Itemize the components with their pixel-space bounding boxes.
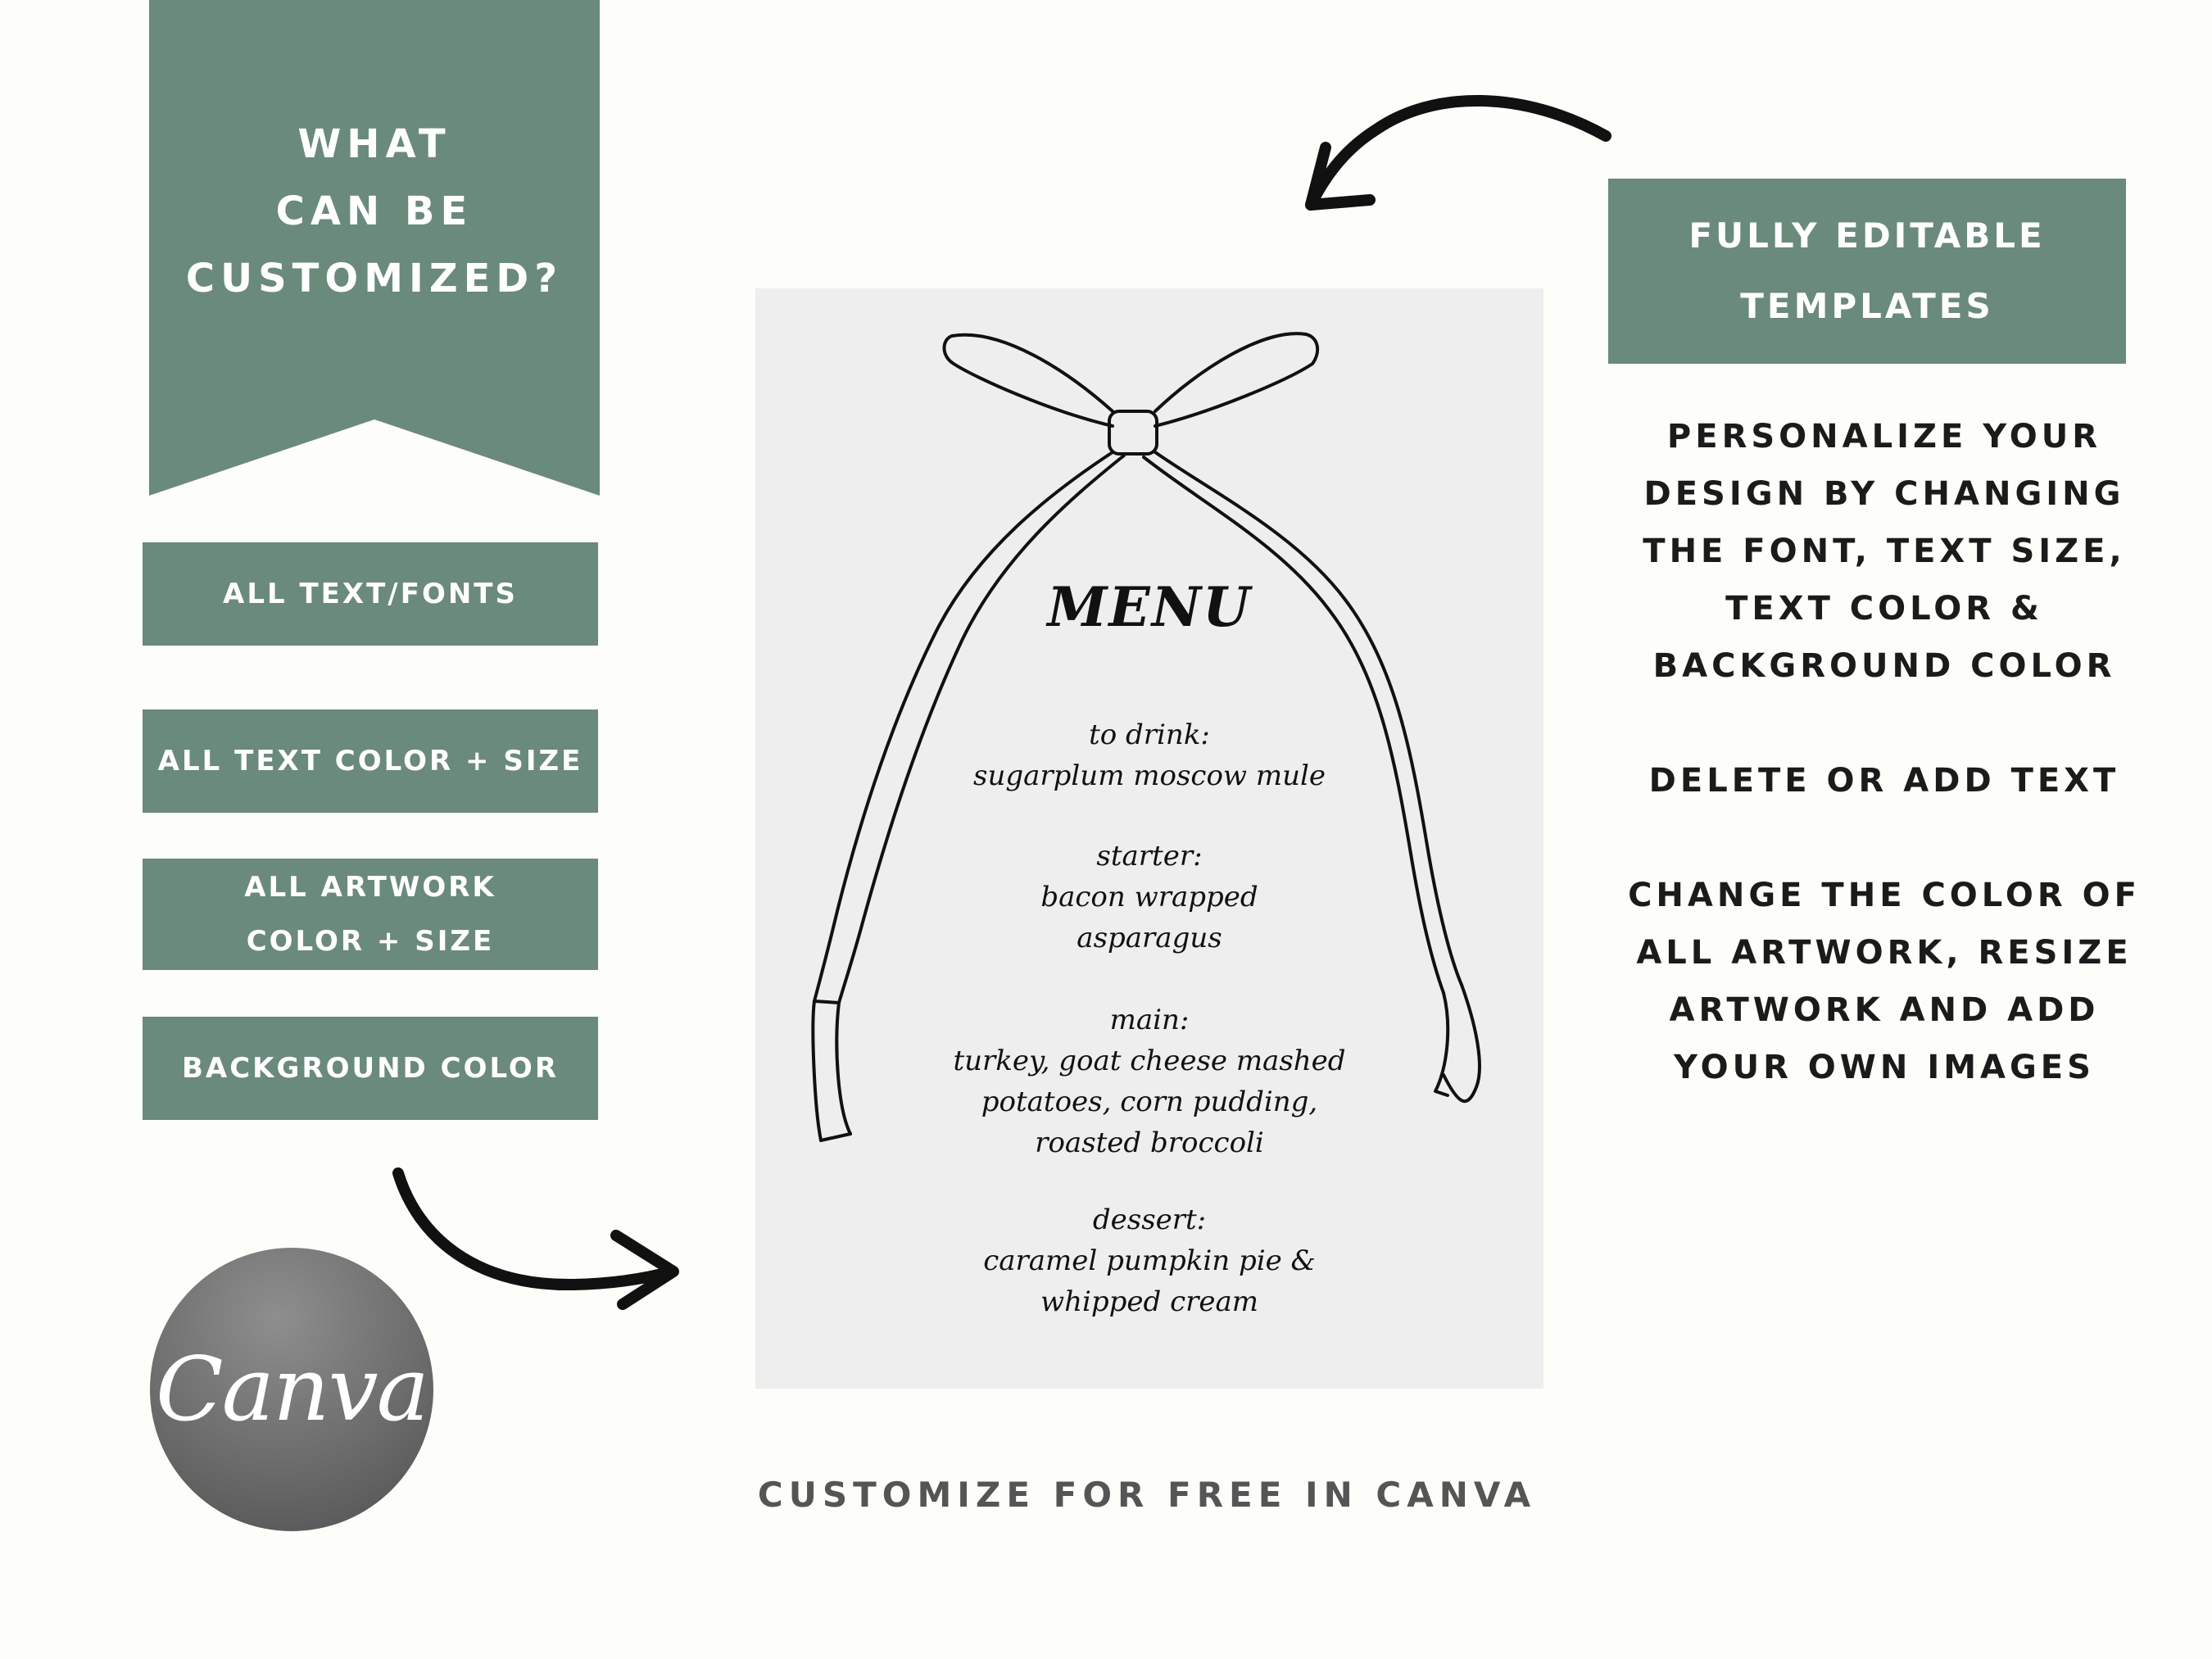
- editable-line: FULLY EDITABLE: [1688, 215, 2046, 256]
- description-line: THE FONT, TEXT SIZE,: [1643, 533, 2126, 570]
- main-line: potatoes, corn pudding,: [981, 1086, 1318, 1118]
- footer-caption: CUSTOMIZE FOR FREE IN CANVA: [757, 1475, 1537, 1515]
- description-line: CHANGE THE COLOR OF: [1628, 877, 2141, 914]
- description-line: ARTWORK AND ADD: [1669, 991, 2100, 1029]
- description-line: DESIGN BY CHANGING: [1643, 475, 2125, 513]
- arrow-icon: [385, 1163, 688, 1319]
- feature-text-color-size: [143, 709, 598, 813]
- feature-label: ALL ARTWORK: [244, 871, 496, 904]
- menu-title: MENU: [1047, 575, 1252, 639]
- menu-card-preview: [755, 288, 1543, 1389]
- description-line: BACKGROUND COLOR: [1652, 647, 2116, 685]
- fully-editable-box: [1608, 179, 2126, 364]
- drink-heading: to drink:: [1089, 718, 1210, 751]
- banner-line: WHAT: [297, 121, 451, 167]
- dessert-heading: dessert:: [1092, 1203, 1207, 1236]
- dessert-line: whipped cream: [1040, 1285, 1259, 1318]
- main-line: turkey, goat cheese mashed: [953, 1045, 1346, 1077]
- main-heading: main:: [1109, 1004, 1190, 1036]
- banner-heading: [149, 111, 600, 312]
- canva-logo: [150, 1248, 433, 1531]
- logo-text: Canva: [156, 1338, 428, 1441]
- editable-line: TEMPLATES: [1740, 286, 1994, 326]
- customize-banner: [149, 0, 600, 496]
- description-line: DELETE OR ADD TEXT: [1648, 762, 2120, 800]
- banner-line: CAN BE: [275, 188, 474, 234]
- dessert-line: caramel pumpkin pie &: [983, 1244, 1316, 1277]
- feature-background-color: [143, 1017, 598, 1120]
- drink-item: sugarplum moscow mule: [973, 759, 1326, 792]
- starter-line: asparagus: [1077, 922, 1222, 954]
- banner-line: CUSTOMIZED?: [185, 256, 564, 301]
- description-delete-add: [1581, 752, 2187, 809]
- description-artwork: [1581, 867, 2187, 1096]
- description-line: ALL ARTWORK, RESIZE: [1636, 934, 2133, 972]
- main-line: roasted broccoli: [1035, 1126, 1264, 1159]
- arrow-icon: [1278, 82, 1622, 229]
- starter-heading: starter:: [1096, 840, 1203, 873]
- feature-label: COLOR + SIZE: [246, 925, 495, 958]
- feature-label: BACKGROUND COLOR: [181, 1052, 560, 1085]
- description-line: YOUR OWN IMAGES: [1674, 1049, 2095, 1086]
- description-personalize: [1581, 408, 2187, 695]
- description-line: PERSONALIZE YOUR: [1666, 418, 2102, 456]
- description-line: TEXT COLOR &: [1725, 590, 2043, 628]
- feature-text-fonts: [143, 542, 598, 646]
- feature-label: ALL TEXT/FONTS: [223, 578, 518, 610]
- feature-artwork-color-size: [143, 859, 598, 970]
- starter-line: bacon wrapped: [1040, 881, 1258, 913]
- feature-label: ALL TEXT COLOR + SIZE: [157, 745, 583, 777]
